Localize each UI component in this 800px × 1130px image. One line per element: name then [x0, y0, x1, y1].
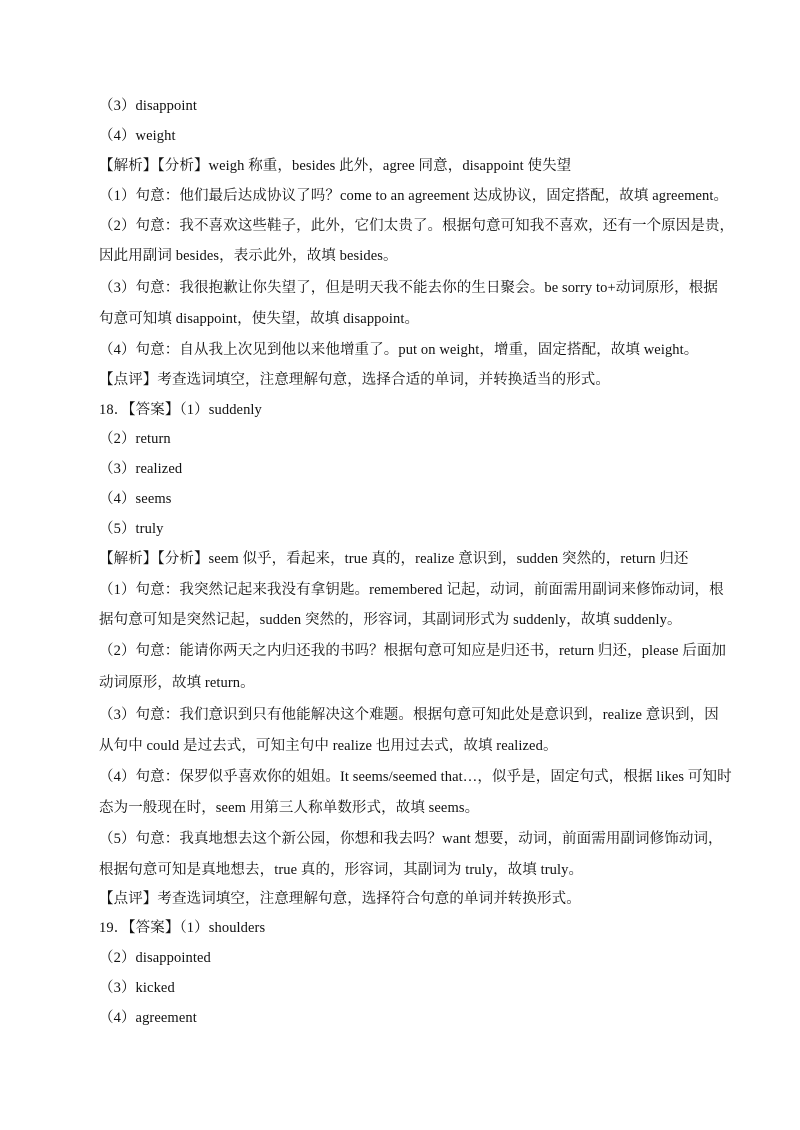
comment-line: 【点评】考查选词填空，注意理解句意，选择符合句意的单词并转换形式。 — [99, 891, 581, 907]
analysis-line: 句意可知填 disappoint，使失望，故填 disappoint。 — [99, 311, 420, 327]
analysis-line: 因此用副词 besides，表示此外，故填 besides。 — [99, 248, 398, 264]
analysis-header: 【解析】【分析】seem 似乎，看起来，true 真的，realize 意识到，sudden 突然的，return 归还 — [99, 551, 689, 567]
analysis-line: 动词原形，故填 return。 — [99, 675, 255, 691]
answer-line: （4）seems — [99, 491, 172, 507]
answer-line: （3）kicked — [99, 980, 175, 996]
question-answer-header: 18．【答案】（1）suddenly — [99, 402, 262, 418]
analysis-line: （3）句意：我们意识到只有他能解决这个难题。根据句意可知此处是意识到，realize 意识到，因 — [99, 707, 719, 723]
analysis-line: （2）句意：能请你两天之内归还我的书吗？根据句意可知应是归还书，return 归还，please 后面加 — [99, 643, 727, 659]
analysis-line: （3）句意：我很抱歉让你失望了，但是明天我不能去你的生日聚会。be sorry to+动词原形，根据 — [99, 280, 718, 296]
answer-line: （3）disappoint — [99, 98, 197, 114]
analysis-line: 态为一般现在时，seem 用第三人称单数形式，故填 seems。 — [99, 800, 480, 816]
analysis-line: 从句中 could 是过去式，可知主句中 realize 也用过去式，故填 realized。 — [99, 738, 558, 754]
comment-line: 【点评】考查选词填空，注意理解句意，选择合适的单词，并转换适当的形式。 — [99, 372, 610, 388]
analysis-line: （1）句意：他们最后达成协议了吗？come to an agreement 达成协议，固定搭配，故填 agreement。 — [99, 188, 729, 204]
answer-line: （5）truly — [99, 521, 164, 537]
analysis-line: （2）句意：我不喜欢这些鞋子，此外，它们太贵了。根据句意可知我不喜欢，还有一个原因是贵， — [99, 218, 735, 234]
analysis-line: 根据句意可知是真地想去，true 真的，形容词，其副词为 truly，故填 truly。 — [99, 862, 584, 878]
analysis-line: （4）句意：自从我上次见到他以来他增重了。put on weight，增重，固定搭配，故填 weight。 — [99, 342, 699, 358]
answer-line: （3）realized — [99, 461, 183, 477]
answer-line: （4）weight — [99, 128, 176, 144]
analysis-header: 【解析】【分析】weigh 称重，besides 此外，agree 同意，disappoint 使失望 — [99, 158, 572, 174]
analysis-line: （5）句意：我真地想去这个新公园，你想和我去吗？want 想要，动词，前面需用副词修饰动词， — [99, 831, 723, 847]
answer-line: （2）return — [99, 431, 171, 447]
question-answer-header: 19．【答案】（1）shoulders — [99, 920, 266, 936]
answer-line: （2）disappointed — [99, 950, 211, 966]
analysis-line: （4）句意：保罗似乎喜欢你的姐姐。It seems/seemed that…，似乎是，固定句式，根据 likes 可知时 — [99, 769, 732, 785]
analysis-line: （1）句意：我突然记起来我没有拿钥匙。remembered 记起，动词，前面需用副词来修饰动词，根 — [99, 582, 724, 598]
answer-line: （4）agreement — [99, 1010, 197, 1026]
analysis-line: 据句意可知是突然记起，sudden 突然的，形容词，其副词形式为 suddenly，故填 suddenly。 — [99, 612, 682, 628]
